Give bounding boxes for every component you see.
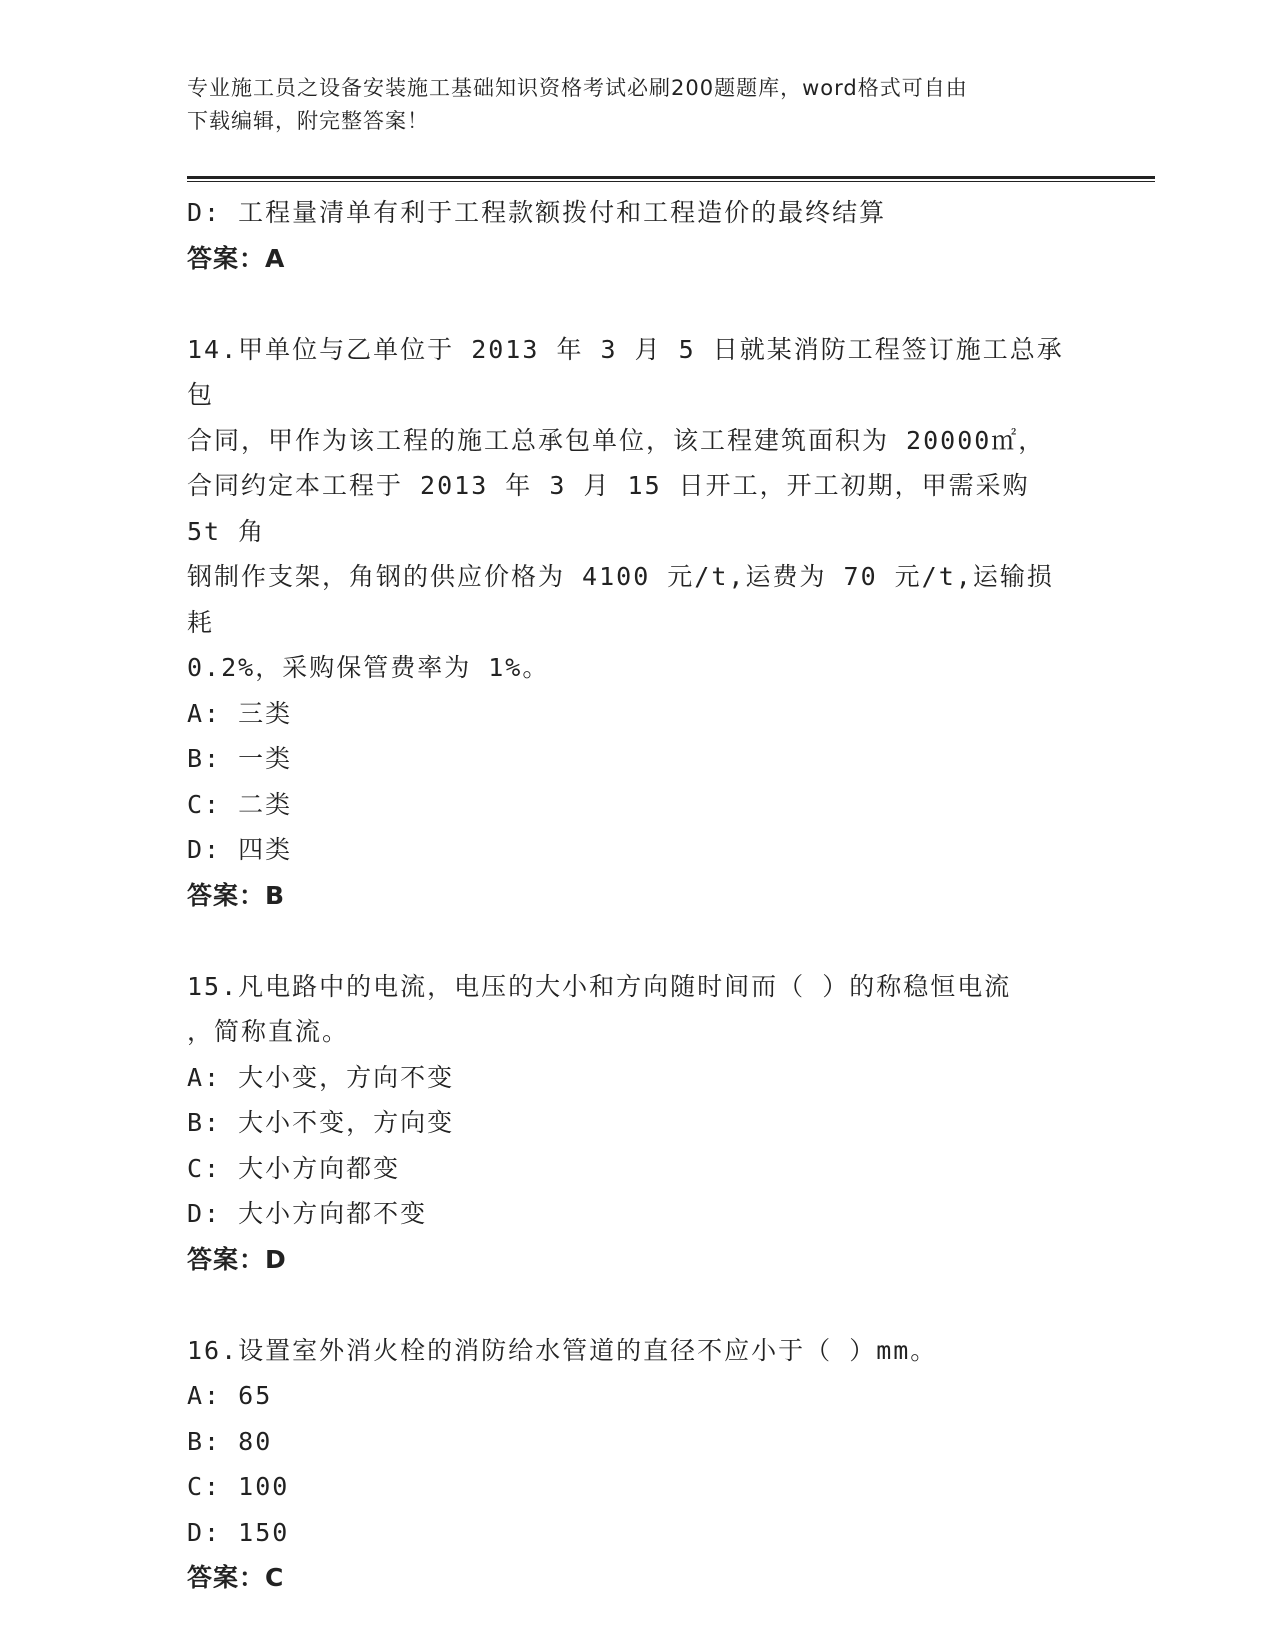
option-a: A: 大小变，方向不变	[187, 1062, 455, 1092]
option-b: B: 大小不变，方向变	[187, 1108, 455, 1137]
option-b: B: 一类	[187, 744, 293, 773]
option-a: A: 65	[187, 1381, 273, 1410]
question-15	[187, 964, 1067, 1283]
answer-line: 答案：A	[187, 243, 286, 273]
spacer	[187, 918, 1067, 964]
spacer	[187, 281, 1067, 327]
question-stem-line: ，简称直流。	[187, 1017, 350, 1046]
question-stem-line: 15.凡电路中的电流，电压的大小和方向随时间而（ ）的称稳恒电流	[187, 971, 1012, 1001]
previous-question-tail	[187, 190, 1067, 281]
question-stem-line: 14.甲单位与乙单位于 2013 年 3 月 5 日就某消防工程签订施工总承包	[187, 334, 1064, 409]
question-content	[187, 190, 1067, 1601]
option-c: C: 二类	[187, 789, 293, 819]
option-b: B: 80	[187, 1426, 273, 1456]
question-stem-line: 钢制作支架，角钢的供应价格为 4100 元/t,运费为 70 元/t,运输损耗	[187, 562, 1054, 637]
question-stem-line: 合同，甲作为该工程的施工总承包单位，该工程建筑面积为 20000㎡，	[187, 425, 1046, 455]
answer-line: 答案：B	[187, 880, 286, 910]
option-d: D: 大小方向都不变	[187, 1199, 428, 1228]
option-a: A: 三类	[187, 698, 293, 728]
option-d: D: 工程量清单有利于工程款额拨付和工程造价的最终结算	[187, 198, 887, 227]
option-d: D: 四类	[187, 835, 293, 864]
option-d: D: 150	[187, 1517, 290, 1547]
question-stem-line: 0.2%，采购保管费率为 1%。	[187, 653, 550, 682]
answer-line: 答案：D	[187, 1244, 287, 1274]
question-stem-line: 合同约定本工程于 2013 年 3 月 15 日开工，开工初期，甲需采购 5t 角	[187, 471, 1047, 546]
document-header	[187, 72, 1067, 138]
header-divider-thick	[187, 176, 1155, 179]
spacer	[187, 1282, 1067, 1328]
header-title-line-2: 下载编辑，附完整答案！	[187, 109, 429, 133]
header-title-line-1: 专业施工员之设备安装施工基础知识资格考试必刷200题题库，word格式可自由	[187, 76, 968, 100]
option-c: C: 大小方向都变	[187, 1153, 401, 1183]
header-divider-thin	[187, 181, 1155, 182]
question-14	[187, 327, 1067, 919]
answer-line: 答案：C	[187, 1563, 285, 1592]
question-16	[187, 1328, 1067, 1601]
question-stem-line: 16.设置室外消火栓的消防给水管道的直径不应小于（ ）mm。	[187, 1335, 938, 1365]
option-c: C: 100	[187, 1472, 290, 1501]
